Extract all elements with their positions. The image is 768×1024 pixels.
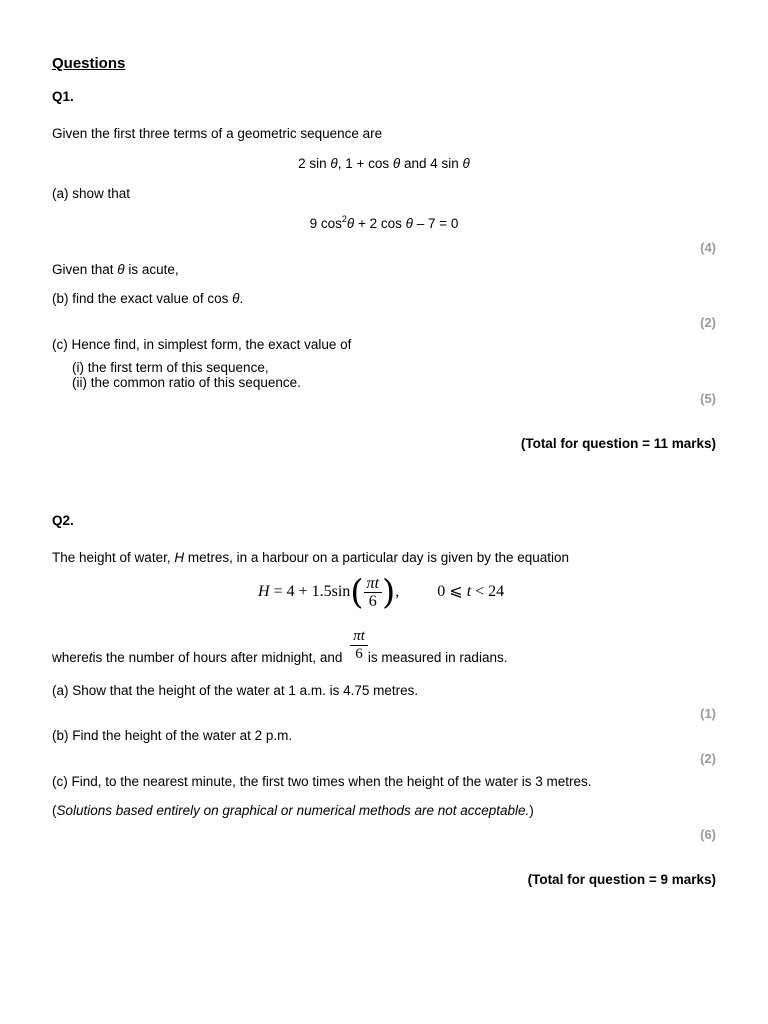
right-paren: ) xyxy=(382,572,396,613)
q2-eq-comma: , xyxy=(395,583,400,601)
q2-intro xyxy=(52,550,569,565)
q2-total: (Total for question = 9 marks) xyxy=(527,872,716,887)
q2-where-p2: is the number of hours after midnight, and xyxy=(92,650,343,665)
q1-intro: Given the first three terms of a geometric sequence are xyxy=(52,126,383,141)
q1-eq-p3: – 7 = 0 xyxy=(412,216,459,231)
q2-marks-b: (2) xyxy=(700,751,716,766)
q1-eq-p1: 9 cos xyxy=(309,216,342,231)
q2-note-open: ( xyxy=(52,803,57,818)
h-variable: H xyxy=(174,550,185,565)
q1-given-p2: is acute, xyxy=(124,262,179,277)
t-variable: t xyxy=(466,583,472,601)
h-variable: H xyxy=(258,583,270,601)
q2-where-p1: where xyxy=(52,650,89,665)
q1-eq-p2: + 2 cos xyxy=(354,216,406,231)
q1-part-c-ii: (ii) the common ratio of this sequence. xyxy=(72,375,301,390)
q1-terms-a: 2 sin xyxy=(298,156,331,171)
pi-t-over-6-fraction xyxy=(350,628,368,663)
theta-symbol: θ xyxy=(346,216,355,231)
q1-terms-b: , 1 + cos xyxy=(337,156,393,171)
q2-part-b: (b) Find the height of the water at 2 p.m. xyxy=(52,728,293,743)
q1-given-p1: Given that xyxy=(52,262,118,277)
fraction-numerator: πt xyxy=(364,575,382,593)
t-variable: t xyxy=(88,650,93,665)
q1-marks-a: (4) xyxy=(700,240,716,255)
q1-part-c: (c) Hence find, in simplest form, the exact value of xyxy=(52,337,352,352)
q1-marks-b: (2) xyxy=(700,315,716,330)
q2-note-text: Solutions based entirely on graphical or numerical methods are not acceptable. xyxy=(56,803,530,818)
theta-symbol: θ xyxy=(462,156,470,171)
q1-terms xyxy=(0,156,768,171)
q2-part-a: (a) Show that the height of the water at 1 a.m. is 4.75 metres. xyxy=(52,683,419,698)
q2-marks-c: (6) xyxy=(700,827,716,842)
q1-part-b xyxy=(52,291,243,306)
q2-marks-a: (1) xyxy=(700,706,716,721)
q2-eq-rhs: = 4 + 1.5sin xyxy=(269,583,351,601)
theta-symbol: θ xyxy=(392,156,401,171)
q1-part-a: (a) show that xyxy=(52,186,131,201)
left-paren: ( xyxy=(350,572,364,613)
theta-symbol: θ xyxy=(117,262,125,277)
q2-note xyxy=(52,803,534,818)
theta-symbol: θ xyxy=(405,216,413,231)
q2-label: Q2. xyxy=(52,513,74,528)
q2-equation xyxy=(258,572,505,613)
page-heading: Questions xyxy=(52,55,126,72)
q1-marks-c: (5) xyxy=(700,391,716,406)
q2-eq-domain-p2: < 24 xyxy=(471,583,505,601)
q2-note-close: ) xyxy=(529,803,534,818)
q1-label: Q1. xyxy=(52,89,74,104)
q1-given xyxy=(52,262,179,277)
theta-symbol: θ xyxy=(330,156,338,171)
q1-equation xyxy=(0,216,768,231)
q1-part-c-i: (i) the first term of this sequence, xyxy=(72,360,269,375)
fraction-denominator: 6 xyxy=(368,593,377,610)
q2-eq-domain-p1: 0 ⩽ xyxy=(437,583,467,601)
q2-part-c: (c) Find, to the nearest minute, the first two times when the height of the water is 3 metres. xyxy=(52,774,592,789)
q1-part-b-p1: (b) find the exact value of cos xyxy=(52,291,233,306)
q1-terms-c: and 4 sin xyxy=(400,156,463,171)
theta-symbol: θ xyxy=(232,291,240,306)
q1-eq-sup: 2 xyxy=(341,214,347,224)
q2-where-p3: is measured in radians. xyxy=(367,650,508,665)
pi-t-over-6-fraction xyxy=(364,575,382,610)
fraction-denominator: 6 xyxy=(355,646,363,662)
q1-total: (Total for question = 11 marks) xyxy=(520,436,716,451)
q1-part-b-p2: . xyxy=(239,291,244,306)
q2-intro-p1: The height of water, xyxy=(52,550,175,565)
q2-where xyxy=(52,628,507,665)
fraction-numerator: πt xyxy=(350,628,368,646)
q2-intro-p2: metres, in a harbour on a particular day is given by the equation xyxy=(184,550,570,565)
